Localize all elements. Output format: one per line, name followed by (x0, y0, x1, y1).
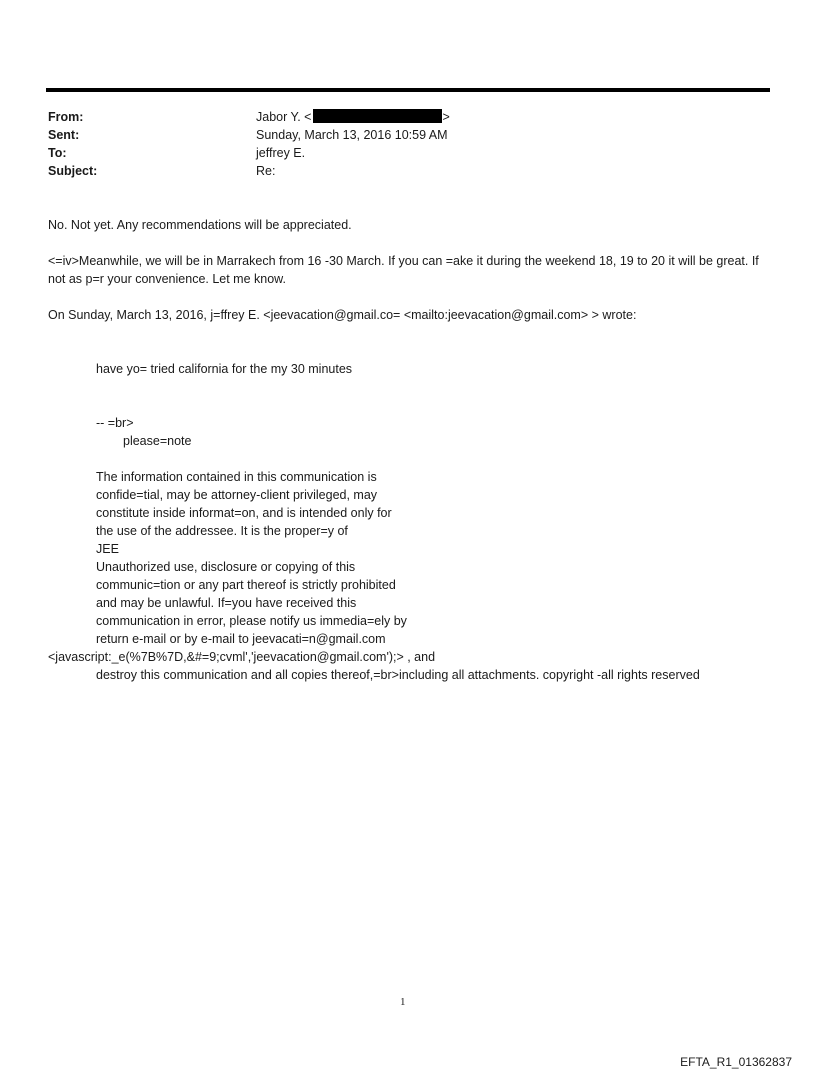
disclaimer-last-line: destroy this communication and all copies thereof,=br>including all attachments. copyright -all rights reserved (96, 668, 700, 682)
from-label: From: (48, 110, 84, 124)
disclaimer-line: Unauthorized use, disclosure or copying of this (96, 560, 356, 574)
subject-label: Subject: (48, 164, 98, 178)
signature-note: please=note (123, 434, 192, 448)
document-id: EFTA_R1_01362837 (680, 1055, 792, 1069)
disclaimer-line: the use of the addressee. It is the proper=y of (96, 524, 348, 538)
disclaimer-line: communication in error, please notify us immedia=ely by (96, 614, 407, 628)
disclaimer-line: confide=tial, may be attorney-client privileged, may (96, 488, 378, 502)
from-suffix: > (442, 110, 450, 124)
from-value (256, 108, 450, 126)
disclaimer-line: communic=tion or any part thereof is strictly prohibited (96, 578, 396, 592)
javascript-link-line: <javascript:_e(%7B%7D,&#=9;cvml','jeevacation@gmail.com');> , and (48, 650, 436, 664)
sent-label: Sent: (48, 128, 80, 142)
signature-dash: -- =br> (96, 416, 134, 430)
disclaimer-line: JEE (96, 542, 119, 556)
disclaimer-line: constitute inside informat=on, and is intended only for (96, 506, 392, 520)
body-paragraph-1: No. Not yet. Any recommendations will be appreciated. (48, 218, 352, 232)
page-number: 1 (400, 996, 406, 1008)
body-paragraph-3: On Sunday, March 13, 2016, j=ffrey E. <jeevacation@gmail.co= <mailto:jeevacation@gmail.com> > wrote: (48, 308, 637, 322)
to-value: jeffrey E. (256, 146, 306, 160)
disclaimer-line: and may be unlawful. If=you have received this (96, 596, 357, 610)
disclaimer-line: return e-mail or by e-mail to jeevacati=n@gmail.com (96, 632, 386, 646)
disclaimer (96, 468, 407, 648)
to-label: To: (48, 146, 67, 160)
redaction-box (313, 109, 442, 123)
disclaimer-line: The information contained in this communication is (96, 470, 377, 484)
quoted-message: have yo= tried california for the my 30 minutes (96, 362, 353, 376)
body-paragraph-2: <=iv>Meanwhile, we will be in Marrakech from 16 -30 March. If you can =ake it during the weekend 18, 19 to 20 it will be great. If not as p=r your convenience. Let me know. (48, 254, 759, 286)
subject-value: Re: (256, 164, 276, 178)
from-name: Jabor Y. < (256, 110, 312, 124)
sent-value: Sunday, March 13, 2016 10:59 AM (256, 128, 448, 142)
header-rule (46, 88, 770, 92)
